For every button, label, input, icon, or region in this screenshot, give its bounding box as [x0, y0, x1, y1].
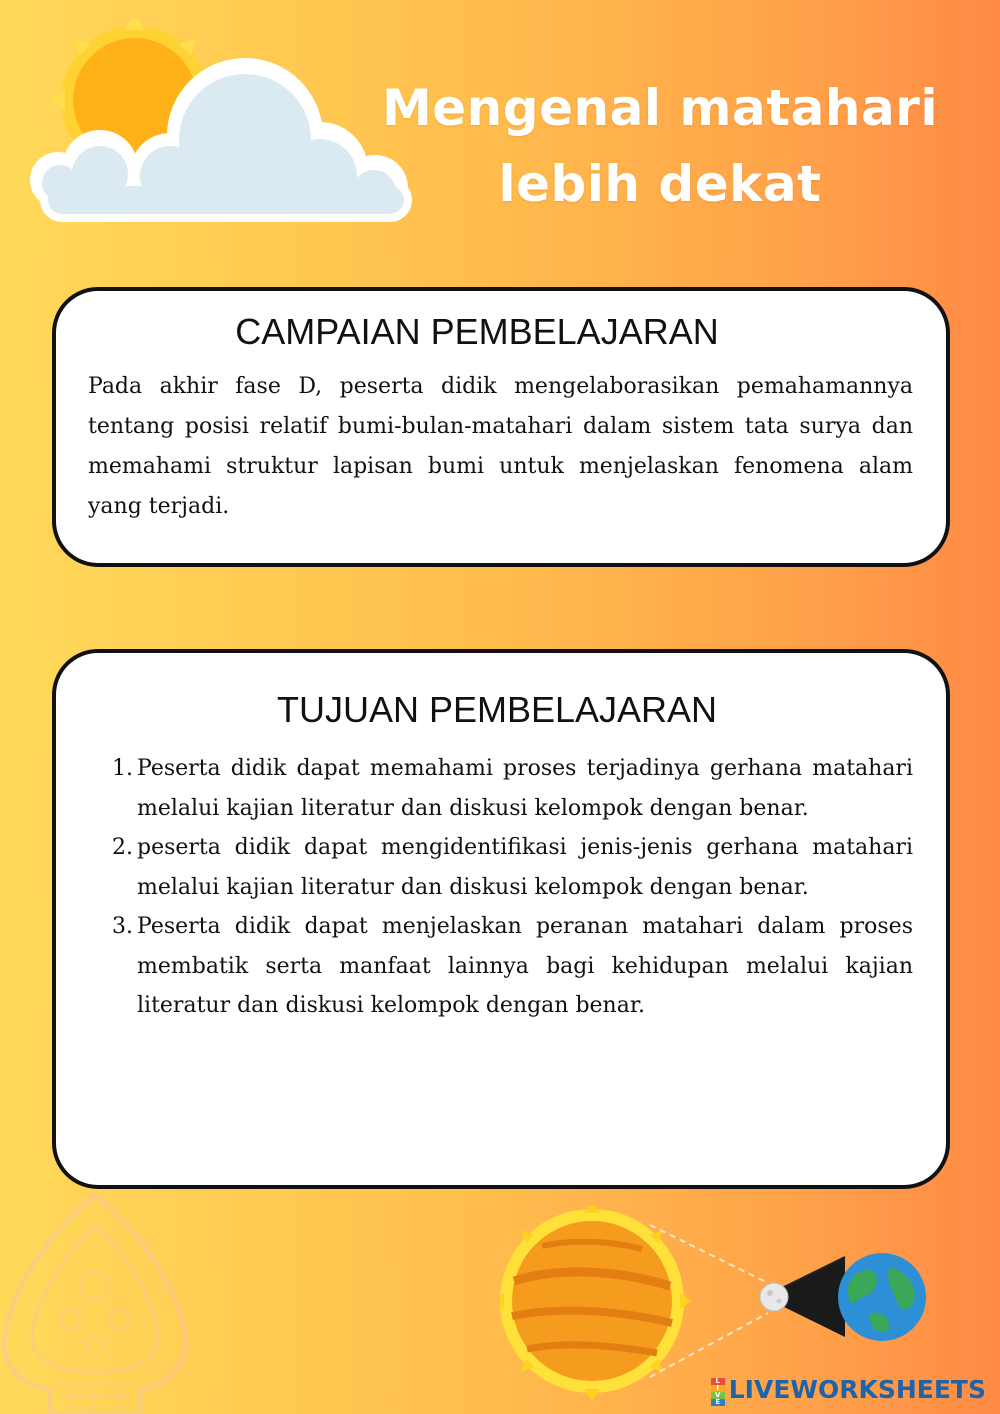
campaian-heading: CAMPAIAN PEMBELAJARAN: [235, 311, 719, 352]
brand-name: LIVEWORKSHEETS: [728, 1374, 986, 1404]
page-title: [340, 70, 980, 222]
title-line-1: Mengenal matahari: [382, 79, 938, 137]
tujuan-heading: TUJUAN PEMBELAJARAN: [276, 689, 718, 730]
moon-icon: [760, 1283, 788, 1311]
earth-icon: [838, 1253, 926, 1341]
brand-mark-icon: L I V E: [711, 1378, 725, 1400]
sun-icon: [500, 1205, 692, 1401]
batik-gunungan-ornament: [0, 1185, 200, 1414]
title-line-2: lebih dekat: [498, 155, 822, 213]
liveworksheets-logo: [711, 1372, 986, 1406]
campaian-body: Pada akhir fase D, peserta didik mengelaborasikan pemahamannya tentang posisi relatif bumi-bulan-matahari dalam sistem tata surya dan memahami struktur lapisan bumi untuk menjelaskan fenomena alam yang terjadi.: [88, 374, 913, 519]
list-item: 2. peserta didik dapat mengidentifikasi jenis-jenis gerhana matahari melalui kajian literatur dan diskusi kelompok dengan benar.: [112, 835, 913, 900]
list-item: 1. Peserta didik dapat memahami proses terjadinya gerhana matahari melalui kajian literatur dan diskusi kelompok dengan benar.: [112, 756, 913, 821]
list-item: 3. Peserta didik dapat menjelaskan peranan matahari dalam proses membatik serta manfaat lainnya bagi kehidupan melalui kajian literatur dan diskusi kelompok dengan benar.: [112, 914, 913, 1018]
tujuan-card: [52, 649, 950, 1189]
tujuan-list: [102, 749, 913, 1026]
campaian-card: [52, 287, 950, 567]
